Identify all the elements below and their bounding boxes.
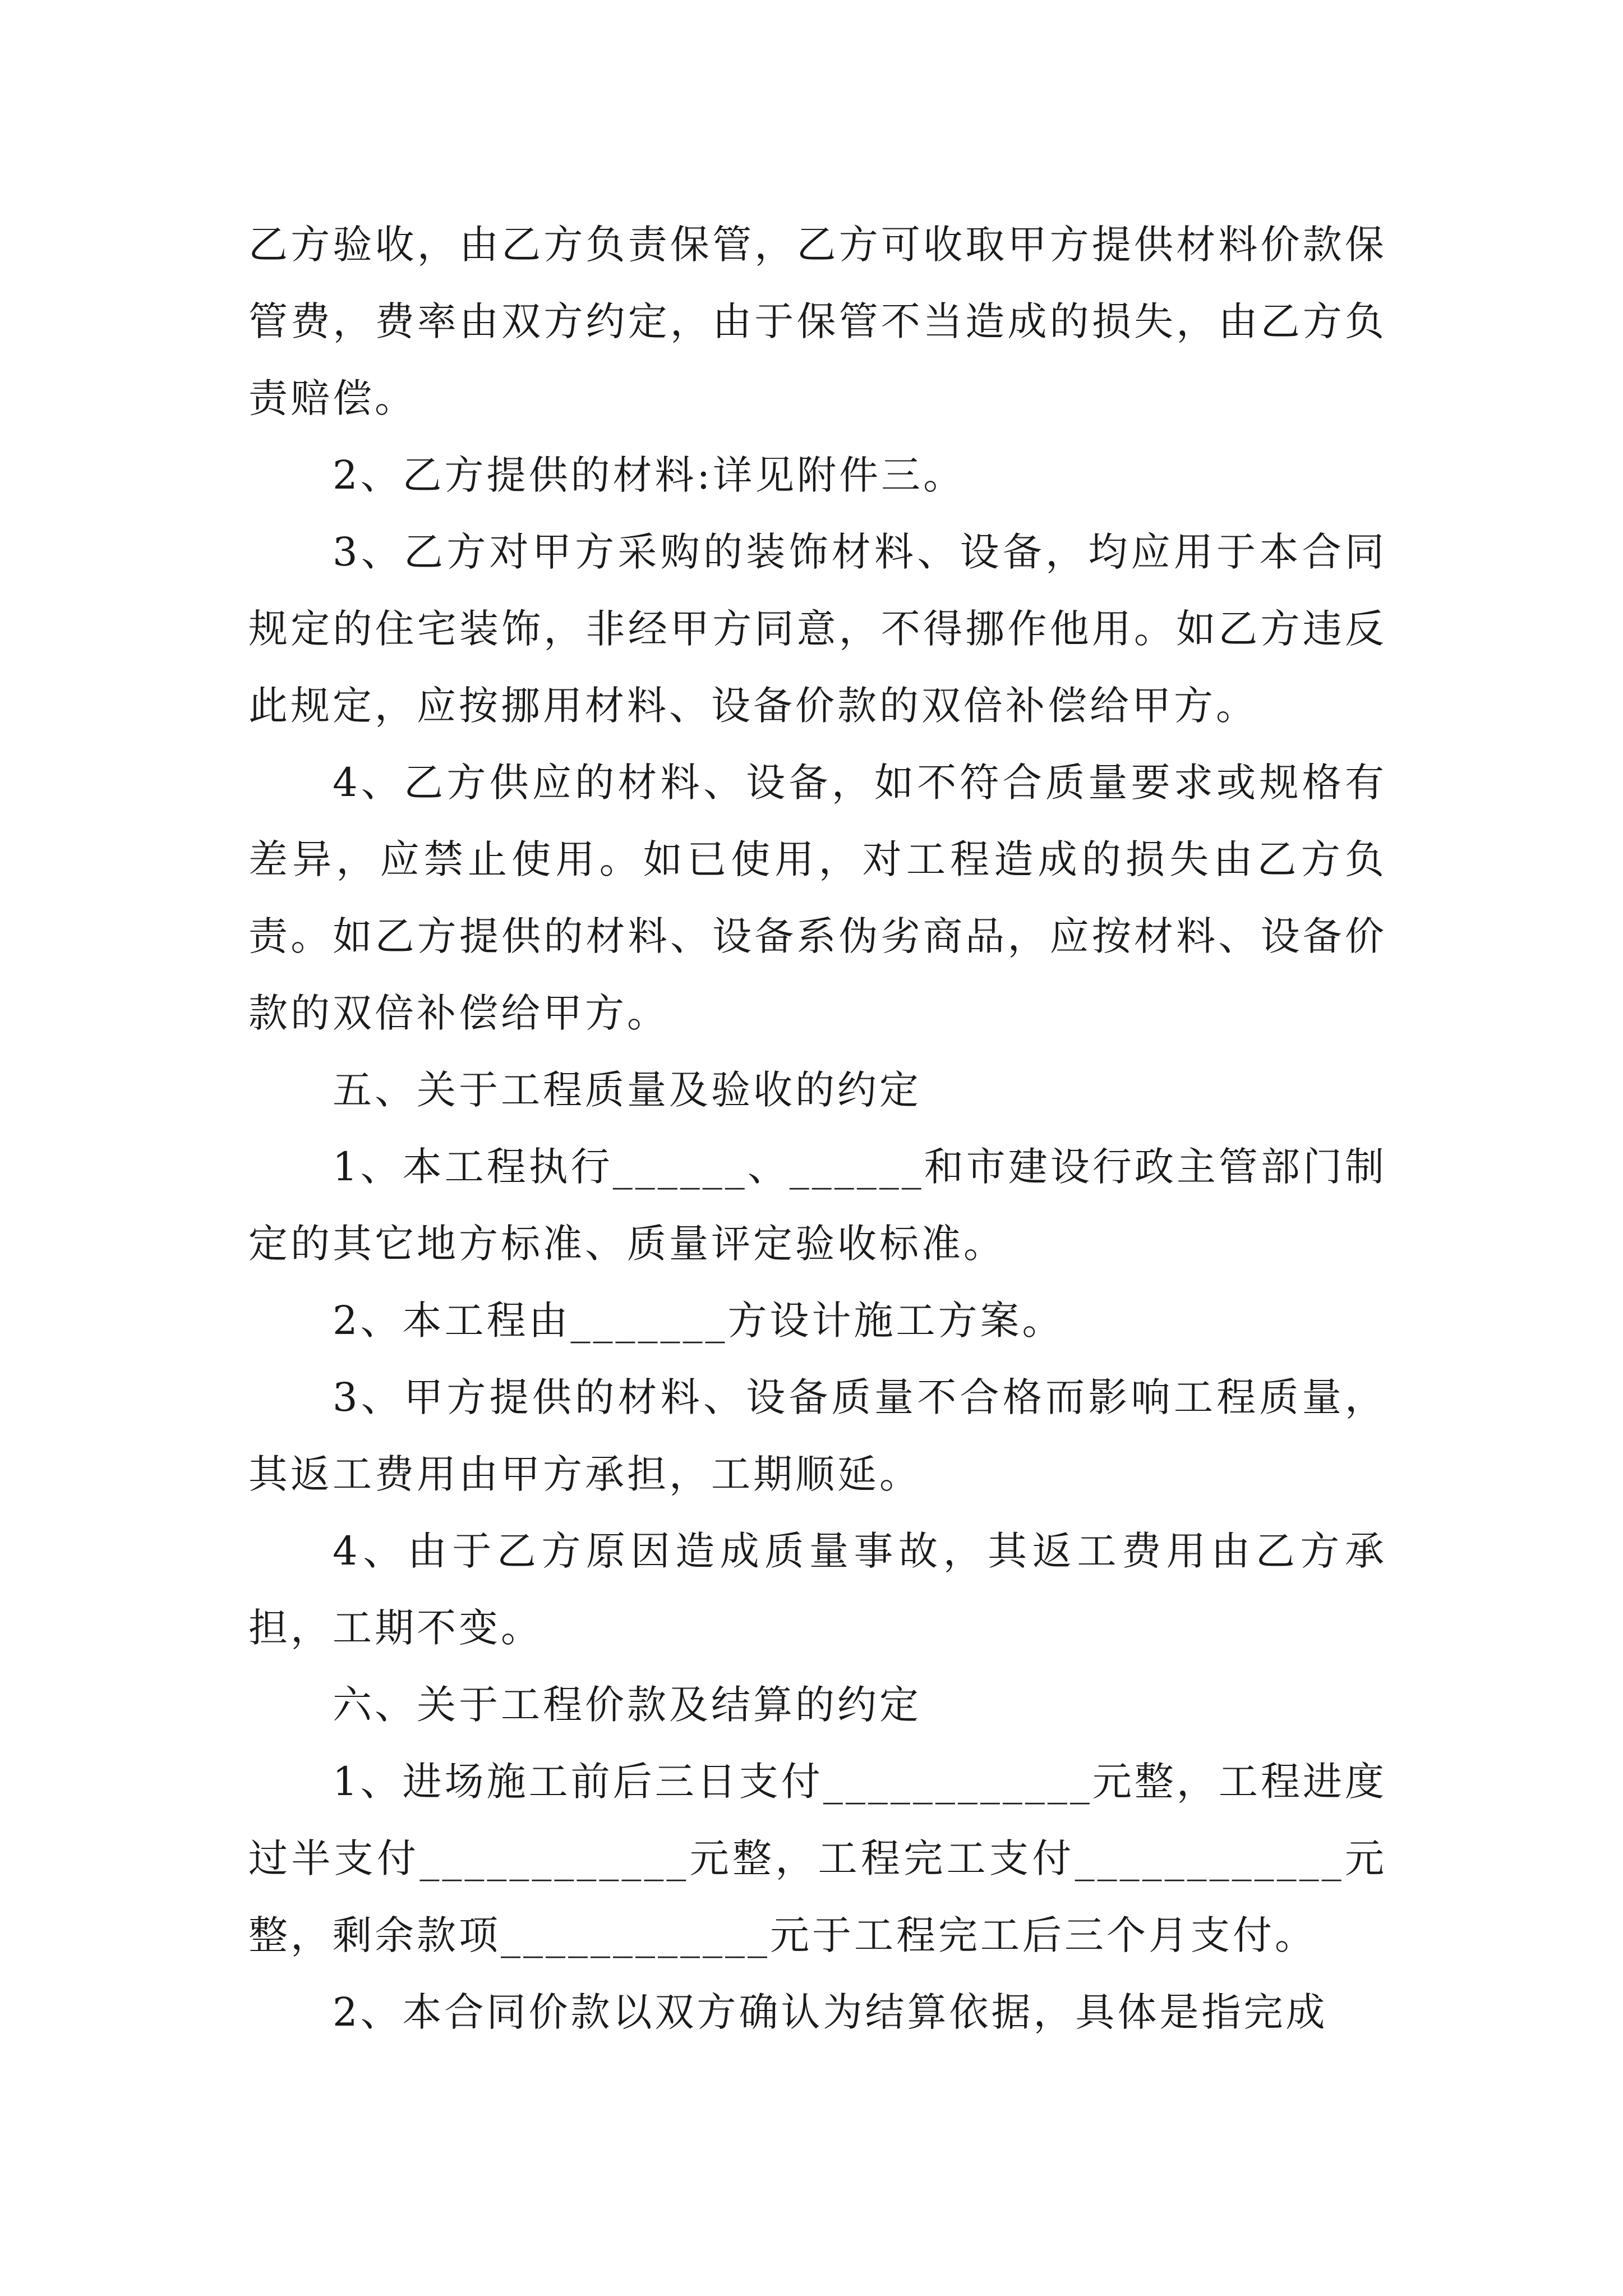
- paragraph-settlement-basis: 2、本合同价款以双方确认为结算依据，具体是指完成: [333, 1989, 1328, 2035]
- paragraph-item-4-quality: 4、乙方供应的材料、设备，如不符合质量要求或规格有差异，应禁止使用。如已使用，对工程造成的损失由乙方负责。如乙方提供的材料、设备系伪劣商品，应按材料、设备价款的双倍补偿给甲方。: [248, 760, 1387, 1036]
- paragraph-item-2-materials: 2、乙方提供的材料:详见附件三。: [333, 452, 966, 498]
- section-heading-price-settlement: 六、关于工程价款及结算的约定: [333, 1682, 921, 1728]
- paragraph-party-a-defects: 3、甲方提供的材料、设备质量不合格而影响工程质量，其返工费用由甲方承担，工期顺延。: [248, 1374, 1387, 1497]
- paragraph-party-b-defects: 4、由于乙方原因造成质量事故，其返工费用由乙方承担，工期不变。: [248, 1528, 1387, 1651]
- paragraph-design-plan: 2、本工程由_______方设计施工方案。: [333, 1297, 1064, 1343]
- paragraph-payment-schedule: 1、进场施工前后三日支付____________元整，工程进度过半支付____________元整，工程完工支付____________元整，剩余款项____________元于工程完工后三个月支付。: [248, 1759, 1387, 1958]
- paragraph-custody-clause: 乙方验收，由乙方负责保管，乙方可收取甲方提供材料价款保管费，费率由双方约定，由于保管不当造成的损失，由乙方负责赔偿。: [248, 222, 1387, 421]
- paragraph-item-3-usage: 3、乙方对甲方采购的装饰材料、设备，均应用于本合同规定的住宅装饰，非经甲方同意，不得挪作他用。如乙方违反此规定，应按挪用材料、设备价款的双倍补偿给甲方。: [248, 529, 1387, 729]
- paragraph-standards: 1、本工程执行______、______和市建设行政主管部门制定的其它地方标准、质量评定验收标准。: [248, 1144, 1387, 1267]
- document-body: [248, 206, 1387, 2051]
- section-heading-quality-acceptance: 五、关于工程质量及验收的约定: [333, 1067, 921, 1113]
